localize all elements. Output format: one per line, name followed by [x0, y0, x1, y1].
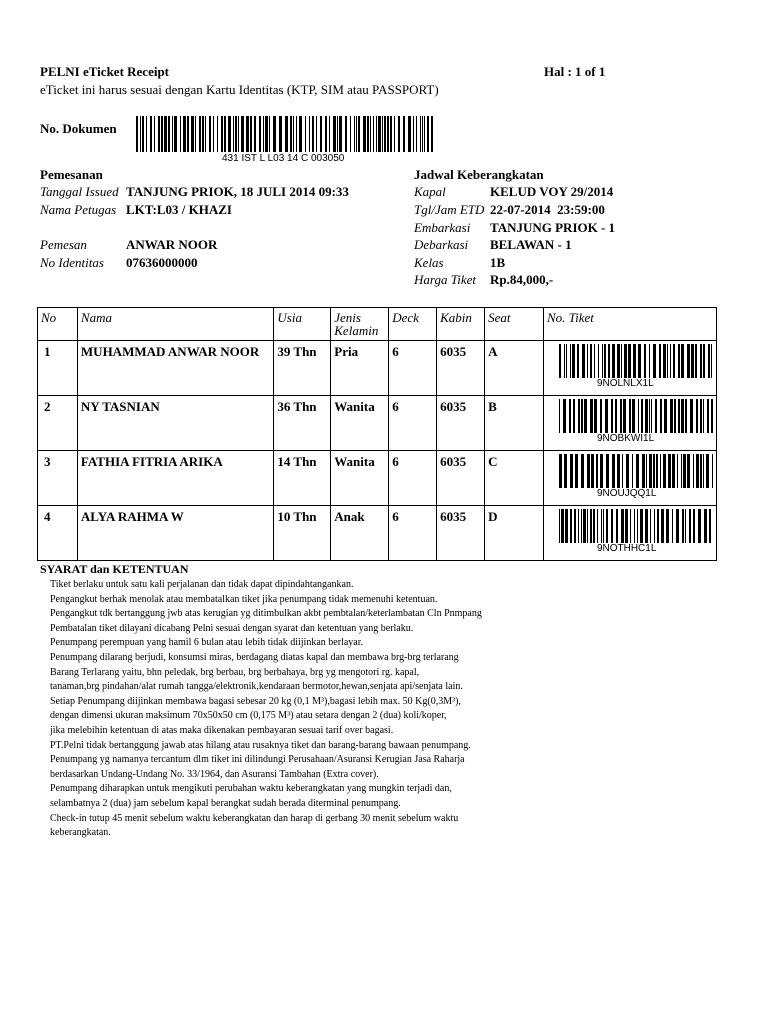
- terms-line: Penumpang yg namanya tercantum dlm tiket ini dilindungi Perusahaan/Asuransi Kerugian Jasa Raharja: [50, 754, 465, 766]
- row-name: MUHAMMAD ANWAR NOOR: [77, 341, 273, 396]
- schedule-class-row: [414, 255, 505, 271]
- schedule-price-row: [414, 272, 553, 288]
- table-row: [38, 506, 717, 561]
- row-gender: Pria: [331, 341, 389, 396]
- header-cabin: Kabin: [437, 308, 485, 341]
- schedule-embark-label: Embarkasi: [414, 220, 471, 235]
- terms-line: keberangkatan.: [50, 827, 111, 839]
- schedule-section-title: Jadwal Keberangkatan: [414, 167, 544, 182]
- schedule-embark-value: TANJUNG PRIOK - 1: [490, 220, 616, 235]
- schedule-debark-row: [414, 237, 572, 253]
- booking-section-title: Pemesanan: [40, 167, 103, 182]
- row-seat: D: [485, 506, 544, 561]
- booking-id-label: No Identitas: [40, 255, 104, 270]
- table-row: [38, 451, 717, 506]
- document-barcode: [136, 116, 436, 152]
- schedule-ship-label: Kapal: [414, 184, 446, 199]
- booking-officer-label: Nama Petugas: [40, 202, 117, 217]
- row-no: 3: [38, 451, 78, 506]
- booking-officer-value: LKT:L03 / KHAZI: [126, 202, 232, 217]
- terms-line: dengan dimensi ukuran maksimum 70x50x50 cm (0,175 M³) atau setara dengan 2 (dua) koli/koper,: [50, 710, 447, 722]
- terms-title: SYARAT dan KETENTUAN: [40, 562, 189, 576]
- booking-issued-row: [40, 184, 349, 200]
- booking-id-row: [40, 255, 198, 271]
- schedule-ship-value: KELUD VOY 29/2014: [490, 184, 614, 199]
- header-seat: Seat: [485, 308, 544, 341]
- terms-line: Penumpang dilarang berjudi, konsumsi miras, berdagang diatas kapal dan membawa brg-brg terlarang: [50, 651, 459, 663]
- receipt-title: PELNI eTicket Receipt: [40, 64, 170, 79]
- schedule-embark-row: [414, 220, 615, 236]
- row-no: 2: [38, 396, 78, 451]
- booking-booker-row: [40, 237, 217, 253]
- row-ticket: [543, 396, 716, 451]
- booking-issued-label: Tanggal Issued: [40, 184, 119, 199]
- row-name: ALYA RAHMA W: [77, 506, 273, 561]
- ticket-number: 9NOLNLX1L: [596, 378, 654, 389]
- row-cabin: 6035: [437, 506, 485, 561]
- schedule-ship-row: [414, 184, 613, 200]
- row-cabin: 6035: [437, 341, 485, 396]
- ticket-barcode: [559, 454, 713, 488]
- row-no: 4: [38, 506, 78, 561]
- terms-line: Penumpang diharapkan untuk mengikuti perubahan waktu keberangkatan yang mungkin terjadi dan,: [50, 783, 452, 795]
- header-no: No: [38, 308, 78, 341]
- header-name: Nama: [77, 308, 273, 341]
- passenger-table: [37, 307, 717, 561]
- booking-id-value: 07636000000: [126, 255, 198, 270]
- row-ticket: [543, 451, 716, 506]
- schedule-debark-value: BELAWAN - 1: [490, 237, 572, 252]
- terms-line: Check-in tutup 45 menit sebelum waktu keberangkatan dan harap di gerbang 30 menit sebelum waktu: [50, 812, 459, 824]
- row-age: 14 Thn: [274, 451, 331, 506]
- row-gender: Wanita: [331, 451, 389, 506]
- row-ticket: [543, 506, 716, 561]
- row-no: 1: [38, 341, 78, 396]
- terms-line: Penumpang perempuan yang hamil 6 bulan atau lebih tidak diijinkan berlayar.: [50, 637, 363, 649]
- terms-line: Pengangkut berhak menolak atau membatalkan tiket jika penumpang tidak memenuhi ketentuan.: [50, 593, 438, 605]
- header-deck: Deck: [389, 308, 437, 341]
- ticket-number: 9NOTHHC1L: [596, 543, 657, 554]
- terms-line: Barang Terlarang yaitu, bhn peledak, brg berbau, brg berbahaya, brg yg mengotori rg. kapal,: [50, 666, 420, 678]
- schedule-debark-label: Debarkasi: [414, 237, 469, 252]
- table-header-row: [38, 308, 717, 341]
- booking-officer-row: [40, 202, 232, 218]
- header-gender: Jenis Kelamin: [331, 308, 389, 341]
- row-deck: 6: [389, 506, 437, 561]
- ticket-barcode: [559, 509, 713, 543]
- ticket-barcode: [559, 344, 713, 378]
- terms-list: [50, 578, 690, 841]
- header-age: Usia: [274, 308, 331, 341]
- page-indicator: Hal : 1 of 1: [544, 64, 606, 79]
- schedule-etd-label: Tgl/Jam ETD: [414, 202, 485, 217]
- row-age: 39 Thn: [274, 341, 331, 396]
- row-seat: B: [485, 396, 544, 451]
- terms-line: Setiap Penumpang diijinkan membawa bagasi sebesar 20 kg (0,1 M³),bagasi lebih max. 50 Kg(0,3M³),: [50, 695, 461, 707]
- schedule-class-label: Kelas: [414, 255, 444, 270]
- row-seat: C: [485, 451, 544, 506]
- schedule-class-value: 1B: [490, 255, 506, 270]
- schedule-price-label: Harga Tiket: [414, 272, 476, 287]
- row-deck: 6: [389, 396, 437, 451]
- booking-booker-label: Pemesan: [40, 237, 87, 252]
- terms-line: Tiket berlaku untuk satu kali perjalanan dan tidak dapat dipindahtangankan.: [50, 579, 354, 590]
- terms-line: selambatnya 2 (dua) jam sebelum kapal berangkat sudah berada diterminal penumpang.: [50, 797, 401, 809]
- row-cabin: 6035: [437, 396, 485, 451]
- row-seat: A: [485, 341, 544, 396]
- terms-line: Pengangkut tdk bertanggung jwb atas kerugian yg ditimbulkan akbt pembtalan/keterlambatan Cln Pnmpang: [50, 608, 482, 620]
- table-row: [38, 341, 717, 396]
- row-name: FATHIA FITRIA ARIKA: [77, 451, 273, 506]
- booking-issued-value: TANJUNG PRIOK, 18 JULI 2014 09:33: [126, 184, 349, 199]
- ticket-number: 9NOBKWI1L: [596, 433, 655, 444]
- row-gender: Wanita: [331, 396, 389, 451]
- row-age: 36 Thn: [274, 396, 331, 451]
- schedule-etd-value: 22-07-2014 23:59:00: [490, 202, 605, 217]
- row-deck: 6: [389, 341, 437, 396]
- document-number-label: No. Dokumen: [40, 121, 117, 136]
- terms-line: jika melebihin ketentuan di atas maka dikenakan pembayaran sesuai tarif over bagasi.: [50, 724, 394, 736]
- ticket-number: 9NOUJQQ1L: [596, 488, 657, 499]
- document-barcode-text: 431 IST L L03 14 C 003050: [222, 153, 345, 164]
- row-deck: 6: [389, 451, 437, 506]
- terms-line: PT.Pelni tidak bertanggung jawab atas hilang atau rusaknya tiket dan barang-barang bawaan penumpang.: [50, 739, 471, 751]
- schedule-price-value: Rp.84,000,-: [490, 272, 554, 287]
- row-ticket: [543, 341, 716, 396]
- receipt-subtitle: eTicket ini harus sesuai dengan Kartu Identitas (KTP, SIM atau PASSPORT): [40, 82, 439, 97]
- terms-line: tanaman,brg pindahan/alat rumah tangga/elektronik,kendaraan bermotor,hewan,senjata api/senjata lain.: [50, 681, 463, 693]
- row-age: 10 Thn: [274, 506, 331, 561]
- table-row: [38, 396, 717, 451]
- terms-line: Pembatalan tiket dilayani dicabang Pelni sesuai dengan syarat dan ketentuan yang berlaku.: [50, 622, 414, 634]
- row-cabin: 6035: [437, 451, 485, 506]
- header-ticket: No. Tiket: [543, 308, 716, 341]
- ticket-barcode: [559, 399, 713, 433]
- booking-booker-value: ANWAR NOOR: [126, 237, 218, 252]
- row-name: NY TASNIAN: [77, 396, 273, 451]
- row-gender: Anak: [331, 506, 389, 561]
- schedule-etd-row: [414, 202, 605, 218]
- terms-line: berdasarkan Undang-Undang No. 33/1964, dan Asuransi Tambahan (Extra cover).: [50, 768, 379, 780]
